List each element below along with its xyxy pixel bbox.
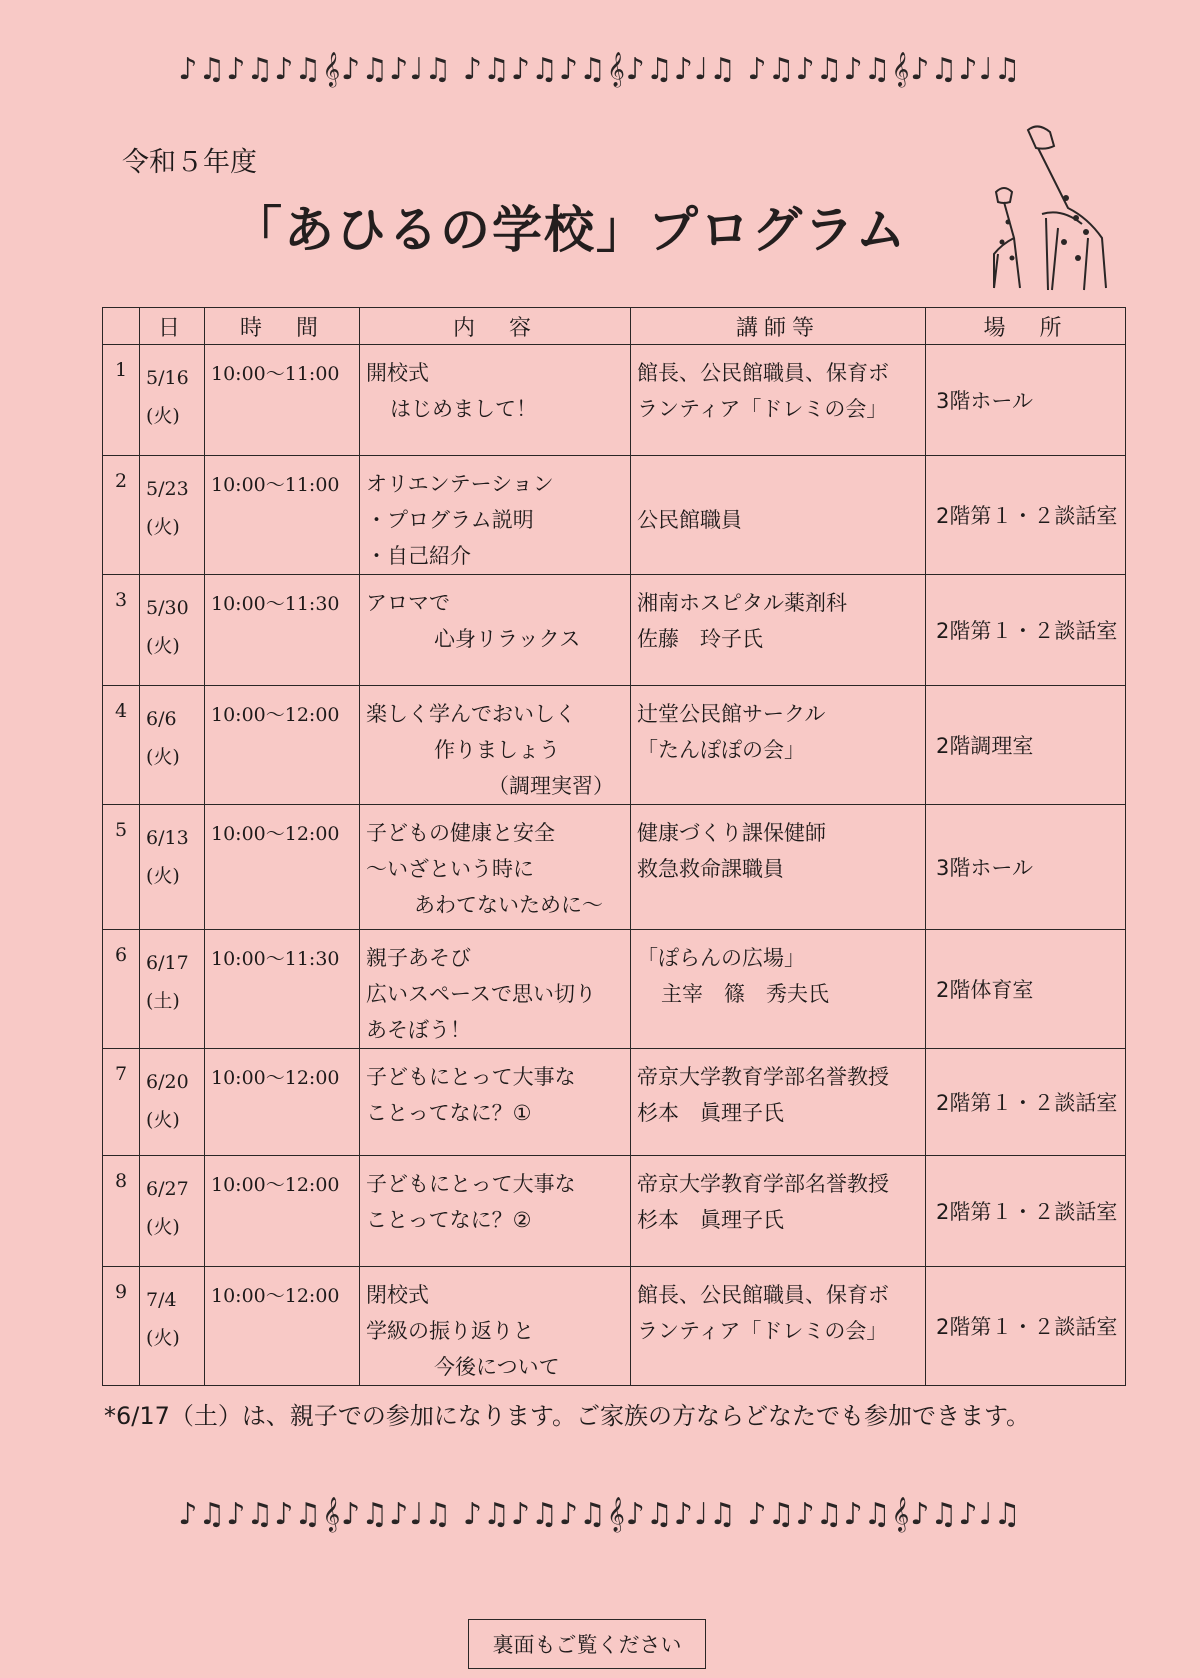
instructor-line: 杉本 眞理子氏 (637, 1101, 784, 1125)
content-line: ことってなに？② (366, 1208, 532, 1232)
content-line: 心身リラックス (434, 627, 581, 651)
date-text: 5/30 (146, 597, 189, 619)
day-text: (火) (146, 746, 180, 768)
row-time: 10:00〜12:00 (205, 1156, 360, 1267)
date-text: 6/20 (146, 1071, 189, 1093)
day-text: (火) (146, 865, 180, 887)
row-instructor (631, 345, 926, 456)
row-content (360, 930, 631, 1049)
row-place: 2階第１・２談話室 (926, 1156, 1126, 1267)
row-content (360, 805, 631, 930)
row-place: 2階第１・２談話室 (926, 456, 1126, 575)
page-title: 「あひるの学校」プログラム (232, 201, 908, 259)
content-line: 開校式 (366, 361, 429, 385)
row-date (140, 1267, 205, 1386)
header-content: 内 容 (360, 308, 631, 345)
date-text: 7/4 (146, 1289, 177, 1311)
day-text: (土) (146, 990, 180, 1012)
instructor-line: 帝京大学教育学部名誉教授 (637, 1065, 889, 1089)
row-time: 10:00〜11:00 (205, 345, 360, 456)
row-date (140, 1156, 205, 1267)
row-number: 3 (103, 575, 140, 686)
content-line: はじめまして！ (390, 397, 537, 421)
row-content (360, 456, 631, 575)
header-place: 場 所 (926, 308, 1126, 345)
row-number: 4 (103, 686, 140, 805)
instructor-line: 湘南ホスピタル薬剤科 (637, 591, 847, 615)
content-line: 今後について (434, 1355, 560, 1379)
program-table (102, 307, 1126, 1386)
content-line: ・自己紹介 (366, 544, 471, 568)
row-time: 10:00〜11:30 (205, 575, 360, 686)
giraffe-illustration (968, 118, 1128, 298)
row-date (140, 686, 205, 805)
row-content (360, 1049, 631, 1156)
instructor-line: 館長、公民館職員、保育ボ (637, 1283, 889, 1307)
instructor-line: 「たんぽぽの会」 (637, 738, 805, 762)
row-content (360, 575, 631, 686)
content-line: オリエンテーション (366, 472, 554, 496)
content-line: あわてないために〜 (414, 893, 603, 917)
date-text: 5/23 (146, 478, 189, 500)
row-number: 8 (103, 1156, 140, 1267)
date-text: 6/13 (146, 827, 189, 849)
instructor-line: 「ぽらんの広場」 (637, 946, 805, 970)
instructor-line: 健康づくり課保健師 (637, 821, 826, 845)
row-place: 2階体育室 (926, 930, 1126, 1049)
row-instructor (631, 930, 926, 1049)
table-row (103, 805, 1126, 930)
instructor-line: 杉本 眞理子氏 (637, 1208, 784, 1232)
row-date (140, 930, 205, 1049)
day-text: (火) (146, 405, 180, 427)
day-text: (火) (146, 1109, 180, 1131)
instructor-line: 佐藤 玲子氏 (637, 627, 763, 651)
instructor-line: 救急救命課職員 (637, 857, 784, 881)
participation-note: *6/17（土）は、親子での参加になります。ご家族の方ならどなたでも参加できます。 (104, 1402, 1031, 1430)
row-content (360, 1156, 631, 1267)
row-instructor (631, 686, 926, 805)
row-instructor (631, 575, 926, 686)
row-place: 2階調理室 (926, 686, 1126, 805)
table-row (103, 930, 1126, 1049)
music-notes-top: ♪♫♪♫♪♫𝄞♪♫♪♩♫ ♪♫♪♫♪♫𝄞♪♫♪♩♫ ♪♫♪♫♪♫𝄞♪♫♪♩♫ (178, 52, 1022, 87)
row-instructor (631, 1049, 926, 1156)
day-text: (火) (146, 516, 180, 538)
instructor-line: ランティア「ドレミの会」 (637, 397, 888, 421)
row-time: 10:00〜11:00 (205, 456, 360, 575)
header-time: 時 間 (205, 308, 360, 345)
row-content (360, 345, 631, 456)
table-row (103, 456, 1126, 575)
row-instructor (631, 1267, 926, 1386)
content-line: ・プログラム説明 (366, 508, 534, 532)
fiscal-year: 令和５年度 (122, 147, 257, 178)
table-row (103, 1156, 1126, 1267)
row-number: 7 (103, 1049, 140, 1156)
row-number: 9 (103, 1267, 140, 1386)
content-line: 子どもの健康と安全 (366, 821, 555, 845)
content-line: 学級の振り返りと (366, 1319, 534, 1343)
row-number: 6 (103, 930, 140, 1049)
day-text: (火) (146, 635, 180, 657)
content-line: 広いスペースで思い切り (366, 982, 596, 1006)
date-text: 5/16 (146, 367, 189, 389)
row-time: 10:00〜12:00 (205, 1267, 360, 1386)
date-text: 6/17 (146, 952, 189, 974)
row-time: 10:00〜11:30 (205, 930, 360, 1049)
row-time: 10:00〜12:00 (205, 686, 360, 805)
row-time: 10:00〜12:00 (205, 1049, 360, 1156)
content-line: 親子あそび (366, 946, 471, 970)
date-text: 6/27 (146, 1178, 189, 1200)
instructor-line: 館長、公民館職員、保育ボ (637, 361, 889, 385)
table-row (103, 575, 1126, 686)
content-line: 楽しく学んでおいしく (366, 702, 576, 726)
content-line: あそぼう！ (366, 1018, 471, 1042)
row-place: 2階第１・２談話室 (926, 1267, 1126, 1386)
table-row (103, 686, 1126, 805)
see-back-label: 裏面もご覧ください (468, 1619, 706, 1669)
content-line: （調理実習） (488, 774, 614, 798)
content-line: アロマで (366, 591, 450, 615)
content-line: 閉校式 (366, 1283, 429, 1307)
row-time: 10:00〜12:00 (205, 805, 360, 930)
header-instructor: 講師等 (631, 308, 926, 345)
row-place: 2階第１・２談話室 (926, 575, 1126, 686)
instructor-line: 帝京大学教育学部名誉教授 (637, 1172, 889, 1196)
row-date (140, 345, 205, 456)
row-instructor (631, 805, 926, 930)
day-text: (火) (146, 1216, 180, 1238)
table-row (103, 1049, 1126, 1156)
table-header-row (103, 308, 1126, 345)
date-text: 6/6 (146, 708, 177, 730)
header-no (103, 308, 140, 345)
row-number: 2 (103, 456, 140, 575)
table-row (103, 345, 1126, 456)
row-date (140, 456, 205, 575)
row-date (140, 805, 205, 930)
header-date: 日 (140, 308, 205, 345)
table-row (103, 1267, 1126, 1386)
row-place: 2階第１・２談話室 (926, 1049, 1126, 1156)
content-line: 子どもにとって大事な (366, 1172, 576, 1196)
row-date (140, 1049, 205, 1156)
instructor-line: 辻堂公民館サークル (637, 702, 826, 726)
instructor-line: ランティア「ドレミの会」 (637, 1319, 888, 1343)
row-instructor (631, 1156, 926, 1267)
content-line: 子どもにとって大事な (366, 1065, 576, 1089)
row-content (360, 686, 631, 805)
instructor-line: 主宰 篠 秀夫氏 (661, 982, 829, 1006)
instructor-line: 公民館職員 (637, 508, 742, 532)
content-line: 〜いざという時に (366, 857, 534, 881)
row-place: 3階ホール (926, 345, 1126, 456)
content-line: ことってなに？① (366, 1101, 532, 1125)
row-date (140, 575, 205, 686)
row-number: 5 (103, 805, 140, 930)
row-content (360, 1267, 631, 1386)
row-place: 3階ホール (926, 805, 1126, 930)
music-notes-bottom: ♪♫♪♫♪♫𝄞♪♫♪♩♫ ♪♫♪♫♪♫𝄞♪♫♪♩♫ ♪♫♪♫♪♫𝄞♪♫♪♩♫ (178, 1497, 1022, 1532)
row-instructor (631, 456, 926, 575)
row-number: 1 (103, 345, 140, 456)
content-line: 作りましょう (434, 738, 560, 762)
day-text: (火) (146, 1327, 180, 1349)
